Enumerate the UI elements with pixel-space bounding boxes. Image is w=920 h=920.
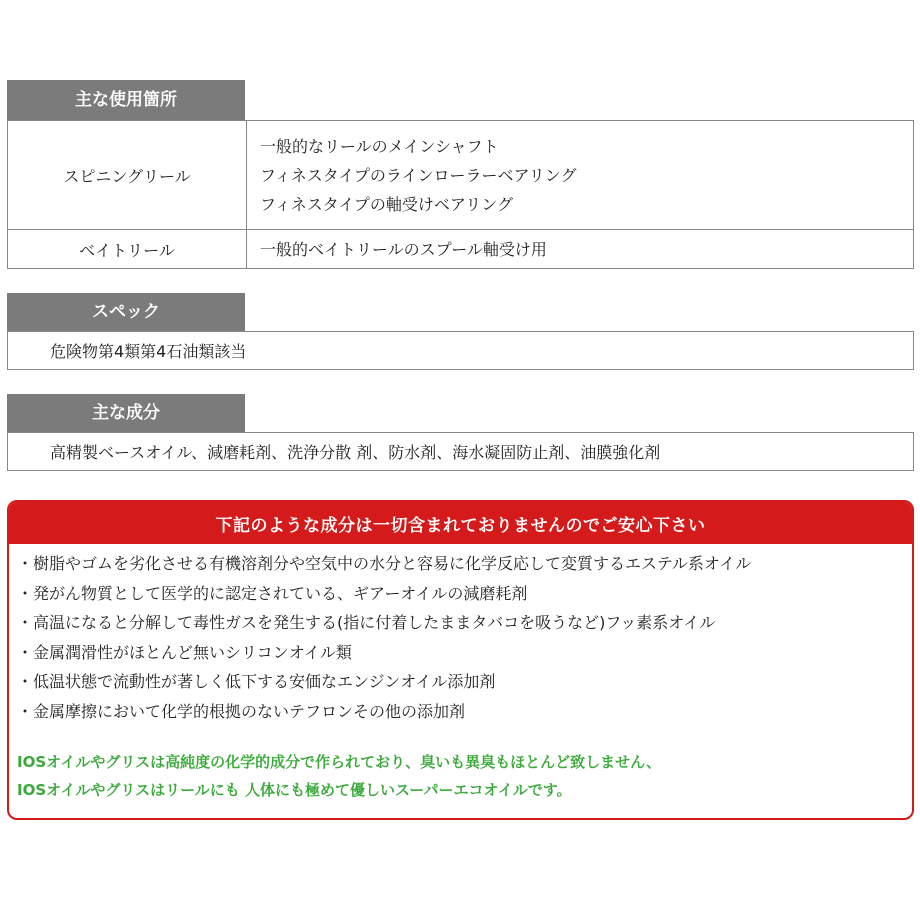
usage-item: 一般的ベイトリールのスプール軸受け用 xyxy=(260,240,547,259)
usage-row-label: スピニングリール xyxy=(8,121,247,229)
spec-text: 危険物第4類第4石油類該当 xyxy=(50,342,247,361)
usage-row-baitcasting xyxy=(8,229,913,269)
notice-panel xyxy=(7,500,914,820)
spec-box xyxy=(7,331,914,370)
notice-green-line: IOSオイルやグリスは高純度の化学的成分で作られており、臭いも異臭もほとんど致しません、 xyxy=(17,753,661,771)
ingredients-section-header: 主な成分 xyxy=(7,394,245,432)
notice-item: ・ 発がん物質として医学的に認定されている、ギアーオイルの減磨耗剤 xyxy=(17,579,912,609)
usage-table xyxy=(7,120,914,269)
notice-header: 下記のような成分は一切含まれておりませんのでご安心下さい xyxy=(9,502,912,544)
usage-row-items xyxy=(260,230,913,269)
notice-list xyxy=(9,549,912,726)
usage-row-label: ベイトリール xyxy=(8,230,247,269)
notice-item: ・ 樹脂やゴムを劣化させる有機溶剤分や空気中の水分と容易に化学反応して変質するエステル系オイル xyxy=(17,549,912,579)
ingredients-text: 高精製ベースオイル、減磨耗剤、洗浄分散 剤、防水剤、海水凝固防止剤、油膜強化剤 xyxy=(50,443,661,462)
ingredients-box xyxy=(7,432,914,471)
usage-item: フィネスタイプの軸受けベアリング xyxy=(260,194,513,214)
usage-item: 一般的なリールのメインシャフト xyxy=(260,136,499,156)
notice-item: ・ 金属潤滑性がほとんど無いシリコンオイル類 xyxy=(17,638,912,668)
usage-row-spinning xyxy=(8,121,913,229)
notice-green-line: IOSオイルやグリスはリールにも 人体にも極めて優しいスーパーエコオイルです。 xyxy=(17,781,572,799)
spec-section-header: スペック xyxy=(7,293,245,331)
usage-item: フィネスタイプのラインローラーベアリング xyxy=(260,165,577,185)
notice-item: ・ 低温状態で流動性が著しく低下する安価なエンジンオイル添加剤 xyxy=(17,667,912,697)
notice-item: ・ 金属摩擦において化学的根拠のないテフロンその他の添加剤 xyxy=(17,697,912,727)
usage-row-items xyxy=(260,121,913,229)
notice-item: ・ 高温になると分解して毒性ガスを発生する(指に付着したままタバコを吸うなど)フッ素系オイル xyxy=(17,608,912,638)
usage-section-header: 主な使用箇所 xyxy=(7,80,245,120)
